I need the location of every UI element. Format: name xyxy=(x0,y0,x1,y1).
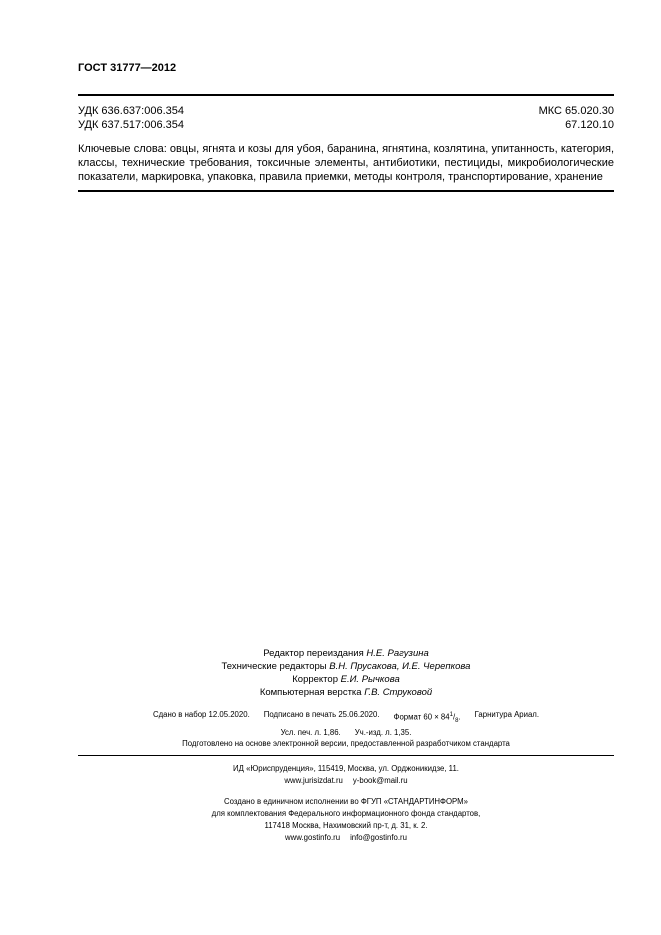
creator-line: Создано в единичном исполнении во ФГУП «СТАНДАРТИНФОРМ» xyxy=(224,797,468,806)
udk-block xyxy=(78,104,184,132)
mks-line: 67.120.10 xyxy=(565,119,614,131)
udk-line: УДК 636.637:006.354 xyxy=(78,105,184,117)
imprint-line-1: Сдано в набор 12.05.2020. Подписано в печать 25.06.2020. Формат $60 \times 84^1/_8$. Гарнитура Ариал. xyxy=(78,709,614,727)
imprint-block xyxy=(78,709,614,739)
document-code: ГОСТ 31777—2012 xyxy=(78,62,177,74)
credit-editor: Редактор переиздания Н.Е. Рагузина xyxy=(263,648,429,659)
mks-block xyxy=(539,104,614,132)
credits-block xyxy=(78,647,614,699)
credit-layout: Компьютерная верстка Г.В. Струковой xyxy=(259,687,433,698)
imprint-rule xyxy=(78,755,614,756)
creator-site-link[interactable]: www.gostinfo.ru xyxy=(285,833,341,842)
imprint-line-2: Усл. печ. л. 1,86. Уч.-изд. л. 1,35. xyxy=(280,728,412,738)
creator-email-link[interactable]: info@gostinfo.ru xyxy=(350,833,407,842)
publisher-address: ИД «Юриспруденция», 115419, Москва, ул. Орджоникидзе, 11. xyxy=(233,764,459,773)
publisher-contacts xyxy=(78,775,614,787)
format-value: Формат $60 \times 84^1/_8$. xyxy=(393,712,461,725)
creator-line: 117418 Москва, Нахимовский пр-т, д. 31, к. 2. xyxy=(264,821,428,830)
prepared-note: Подготовлено на основе электронной версии, предоставленной разработчиком стандарта xyxy=(182,739,510,748)
creator-block xyxy=(78,796,614,844)
udk-line: УДК 637.517:006.354 xyxy=(78,119,184,131)
creator-contacts xyxy=(78,832,614,844)
publisher-email-link[interactable]: y-book@mail.ru xyxy=(352,776,408,785)
creator-line: для комплектования Федерального информационного фонда стандартов, xyxy=(211,809,481,818)
keywords-bottom-rule xyxy=(78,190,614,192)
publisher-block xyxy=(78,763,614,787)
mks-line: МКС 65.020.30 xyxy=(538,105,614,117)
top-rule xyxy=(78,94,614,96)
keywords-paragraph: Ключевые слова: овцы, ягнята и козы для убоя, баранина, ягнятина, козлятина, упитанность, категория, классы, технические требования, токсичные элементы, антибиотики, пестициды, микробиологические показатели, маркировка, упаковка, правила приемки, методы контроля, транспортирование, хранение xyxy=(78,143,614,183)
credit-corrector: Корректор Е.И. Рычкова xyxy=(292,674,400,685)
publisher-site-link[interactable]: www.jurisizdat.ru xyxy=(284,776,343,785)
credit-tech-editors: Технические редакторы В.Н. Прусакова, И.Е. Черепкова xyxy=(221,661,471,672)
